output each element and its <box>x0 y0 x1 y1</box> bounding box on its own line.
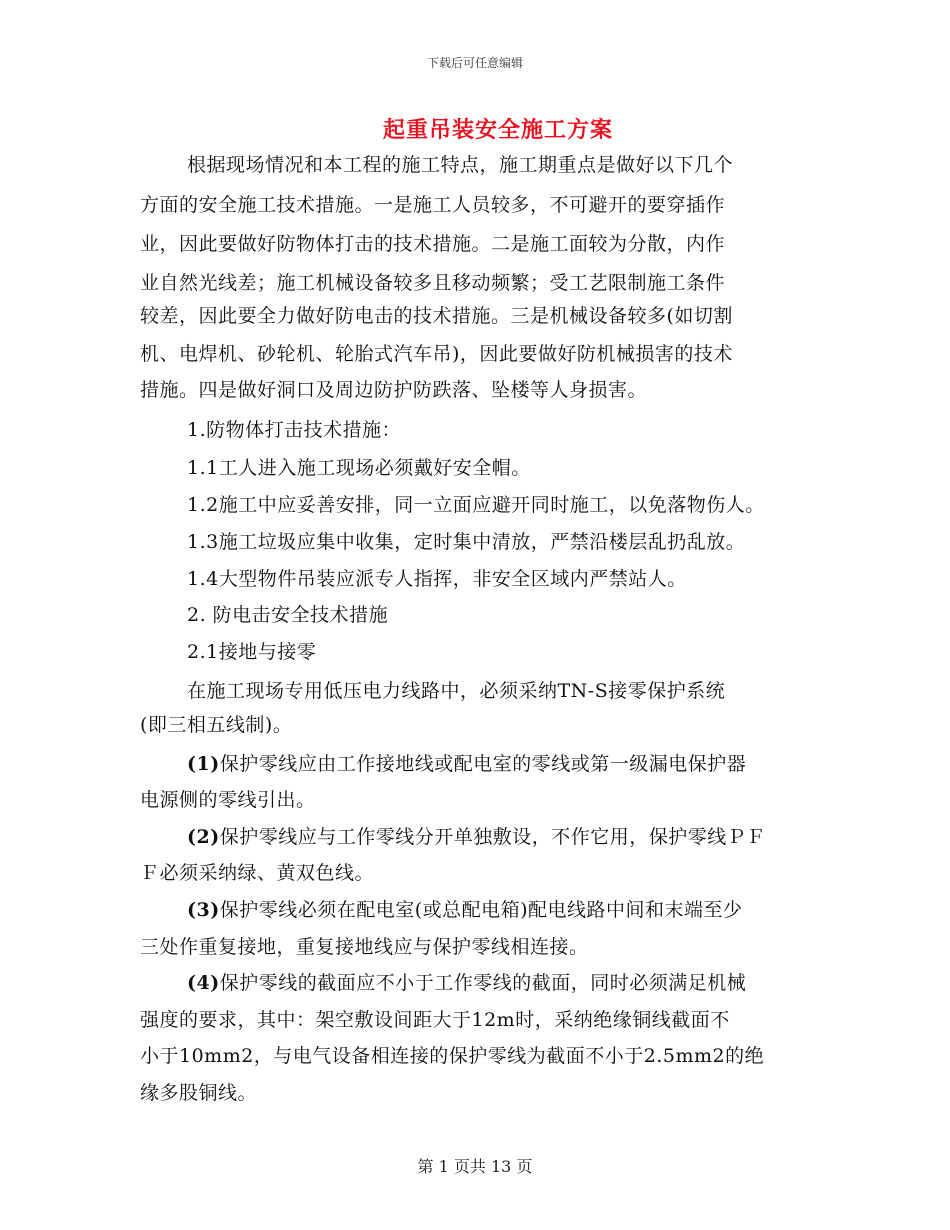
list-item-text: 保护零线的截面应不小于工作零线的截面，同时必须满足机械 <box>219 972 747 994</box>
section1-item: 1.2施工中应妥善安排，同一立面应避开同时施工，以免落物伤人。 <box>187 494 765 516</box>
list-item <box>187 970 746 996</box>
list-item-number: (4) <box>187 972 220 994</box>
list-item-text: 保护零线应与工作零线分开单独敷设，不作它用，保护零线ＰＦ <box>219 826 766 848</box>
section1-item: 1.1工人进入施工现场必须戴好安全帽。 <box>187 457 531 479</box>
section1-item: 1.3施工垃圾应集中收集，定时集中清放，严禁沿楼层乱扔乱放。 <box>187 531 746 553</box>
list-item <box>187 897 743 923</box>
list-item-number: (1) <box>187 753 220 775</box>
section1-heading: 1.防物体打击技术措施： <box>187 419 402 441</box>
intro-line: 业自然光线差；施工机械设备较多且移动频繁；受工艺限制施工条件 <box>140 272 726 294</box>
list-item-continuation: 小于10mm2，与电气设备相连接的保护零线为截面不小于2.5mm2的绝 <box>140 1045 765 1067</box>
section2-para-line: 在施工现场专用低压电力线路中，必须采纳TN-S接零保护系统 <box>187 680 726 702</box>
section2-heading: 2. 防电击安全技术措施 <box>187 604 389 626</box>
list-item-continuation: Ｆ必须采纳绿、黄双色线。 <box>140 862 375 884</box>
intro-line: 较差，因此要全力做好防电击的技术措施。三是机械设备较多(如切割 <box>140 305 733 327</box>
list-item-continuation: 电源侧的零线引出。 <box>140 789 316 811</box>
list-item <box>187 751 746 777</box>
list-item-continuation: 三处作重复接地，重复接地线应与保护零线相连接。 <box>140 936 589 958</box>
list-item-text: 保护零线必须在配电室(或总配电箱)配电线路中间和末端至少 <box>219 899 743 921</box>
list-item-number: (2) <box>187 826 220 848</box>
intro-line: 措施。四是做好洞口及周边防护防跌落、坠楼等人身损害。 <box>140 379 648 401</box>
section2-para-line: (即三相五线制)。 <box>140 714 293 736</box>
list-item-text: 保护零线应由工作接地线或配电室的零线或第一级漏电保护器 <box>219 753 747 775</box>
intro-line: 根据现场情况和本工程的施工特点，施工期重点是做好以下几个 <box>187 154 734 176</box>
intro-line: 机、电焊机、砂轮机、轮胎式汽车吊)，因此要做好防机械损害的技术 <box>140 343 733 365</box>
page-title: 起重吊装安全施工方案 <box>382 117 613 143</box>
section1-item: 1.4大型物件吊装应派专人指挥，非安全区域内严禁站人。 <box>187 568 687 590</box>
page-number: 第 1 页共 13 页 <box>417 1157 533 1176</box>
list-item <box>187 824 766 850</box>
intro-line: 方面的安全施工技术措施。一是施工人员较多，不可避开的要穿插作 <box>140 194 726 216</box>
list-item-continuation: 强度的要求，其中：架空敷设间距大于12m时，采纳绝缘铜线截面不 <box>140 1009 730 1031</box>
section2-sub-heading: 2.1接地与接零 <box>187 641 317 663</box>
intro-line: 业，因此要做好防物体打击的技术措施。二是施工面较为分散，内作 <box>140 233 726 255</box>
page-header-note: 下载后可任意编辑 <box>426 56 523 70</box>
list-item-continuation: 缘多股铜线。 <box>140 1082 258 1104</box>
list-item-number: (3) <box>187 899 220 921</box>
